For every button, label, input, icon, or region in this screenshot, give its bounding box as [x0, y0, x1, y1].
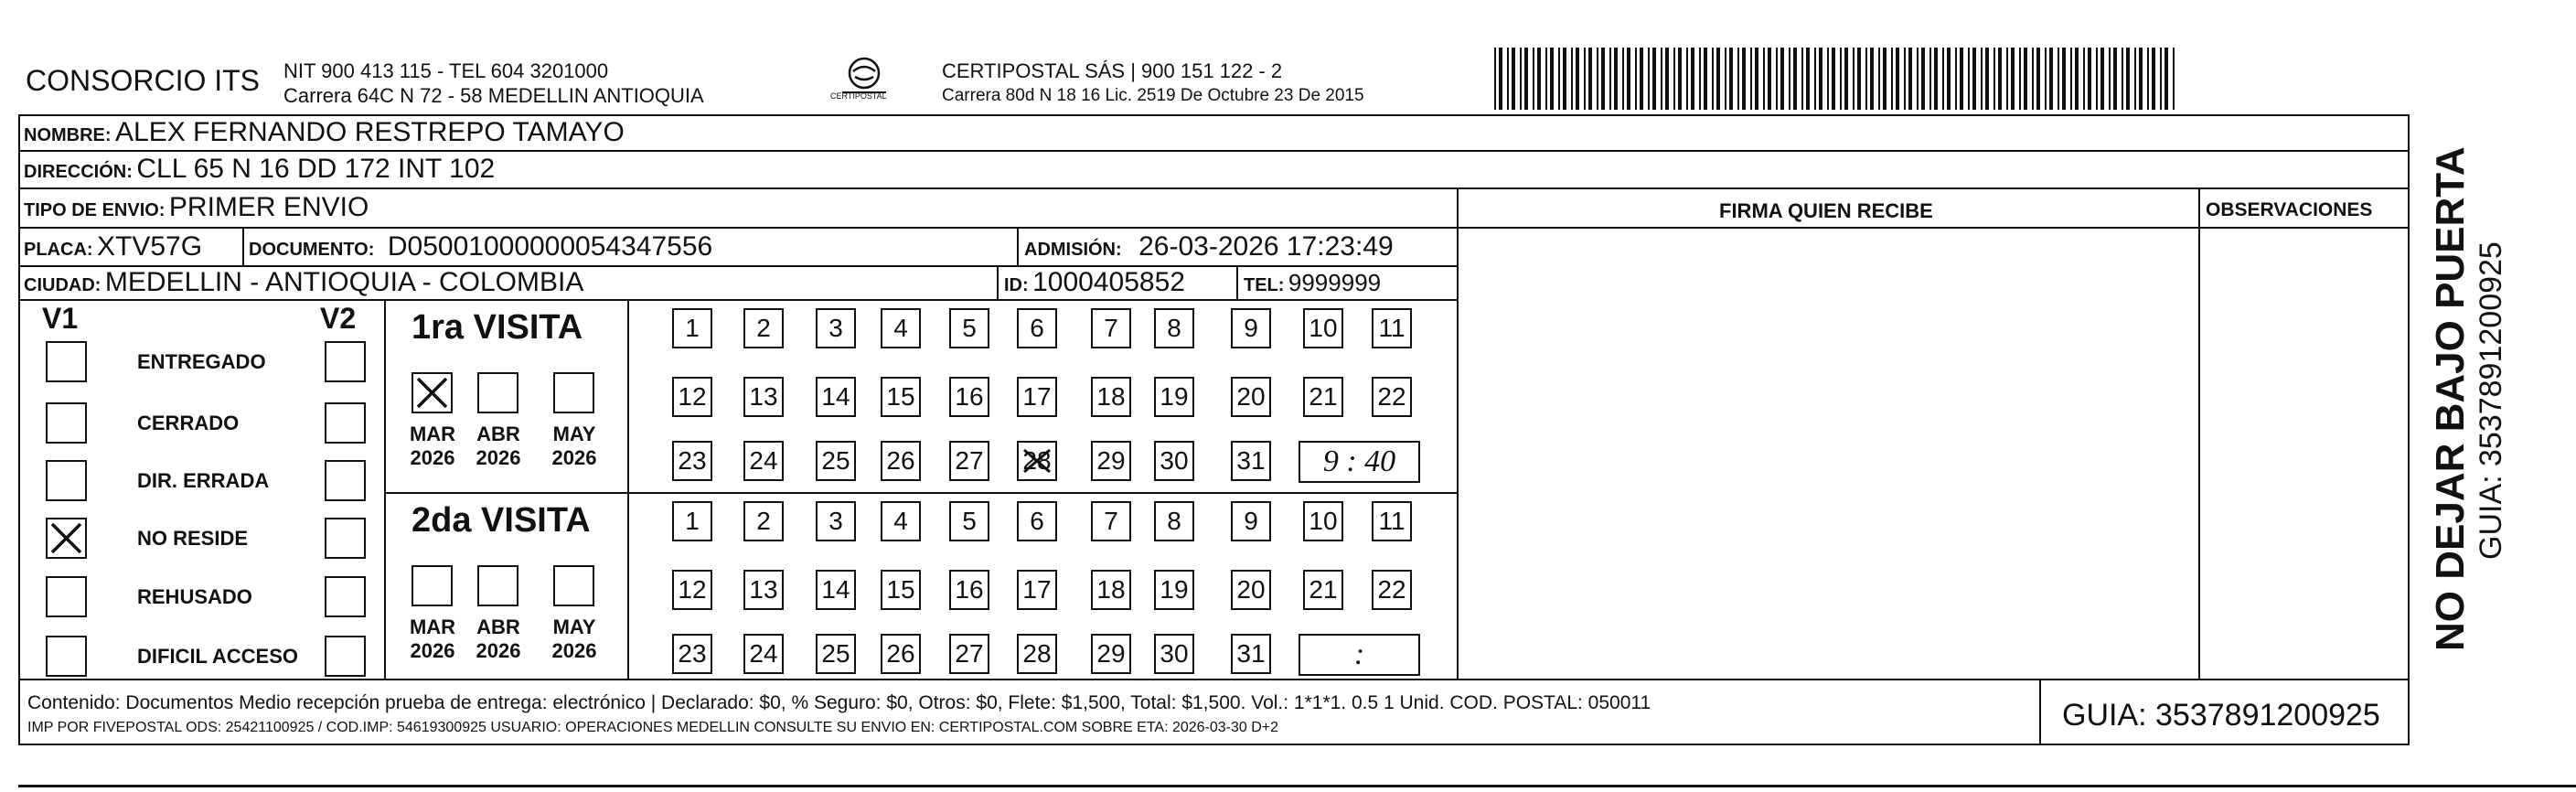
- day-box[interactable]: 8: [1154, 308, 1194, 348]
- day-box[interactable]: 26: [881, 634, 921, 674]
- month-checkbox[interactable]: [412, 372, 453, 413]
- id-label: ID:: [1004, 275, 1029, 295]
- day-box[interactable]: 6: [1017, 308, 1057, 348]
- documento-field: [249, 231, 712, 262]
- company-nit: NIT 900 413 115 - TEL 604 3201000: [283, 59, 609, 82]
- month-label: MAY: [552, 615, 596, 638]
- day-box[interactable]: 28: [1017, 441, 1057, 481]
- day-box[interactable]: 29: [1091, 441, 1131, 481]
- day-box[interactable]: 7: [1091, 501, 1131, 541]
- day-box[interactable]: 12: [672, 570, 712, 610]
- v1-checkbox[interactable]: [46, 636, 87, 677]
- tel-value: 9999999: [1288, 269, 1382, 296]
- tel-field: [1244, 269, 1381, 297]
- day-box[interactable]: 9: [1231, 501, 1271, 541]
- status-option-label: ENTREGADO: [137, 350, 266, 373]
- year-label: 2026: [476, 446, 521, 469]
- day-box[interactable]: 3: [816, 501, 856, 541]
- day-box[interactable]: 13: [743, 377, 784, 417]
- status-option-label: REHUSADO: [137, 585, 252, 608]
- placa-label: PLACA:: [24, 240, 93, 260]
- day-box[interactable]: 30: [1154, 634, 1194, 674]
- day-box[interactable]: 24: [743, 634, 784, 674]
- placa-value: XTV57G: [97, 231, 203, 262]
- admision-field: [1024, 231, 1394, 262]
- day-box[interactable]: 7: [1091, 308, 1131, 348]
- day-box[interactable]: 5: [949, 501, 989, 541]
- admision-value: 26-03-2026 17:23:49: [1138, 231, 1394, 262]
- firma-header: FIRMA QUIEN RECIBE: [1719, 199, 1933, 222]
- month-checkbox[interactable]: [477, 565, 518, 606]
- documento-value: D05001000000054347556: [387, 231, 713, 262]
- side-guia: GUIA: 3537891200925: [2474, 241, 2508, 560]
- day-box[interactable]: 11: [1372, 308, 1412, 348]
- day-box[interactable]: 2: [743, 308, 784, 348]
- year-label: 2026: [410, 446, 455, 469]
- time-box[interactable]: 9 : 40: [1299, 441, 1420, 483]
- day-box[interactable]: 29: [1091, 634, 1131, 674]
- day-box[interactable]: 11: [1372, 501, 1412, 541]
- day-box[interactable]: 3: [816, 308, 856, 348]
- day-box[interactable]: 1: [672, 501, 712, 541]
- day-box[interactable]: 15: [881, 377, 921, 417]
- day-box[interactable]: 25: [816, 634, 856, 674]
- day-box[interactable]: 27: [949, 634, 989, 674]
- day-box[interactable]: 6: [1017, 501, 1057, 541]
- direccion-value: CLL 65 N 16 DD 172 INT 102: [136, 154, 496, 184]
- tel-label: TEL:: [1244, 275, 1285, 295]
- day-box[interactable]: 20: [1231, 377, 1271, 417]
- contenido-line: Contenido: Documentos Medio recepción prueba de entrega: electrónico | Declarado: $0, % Seguro: $0, Otros: $0, Flete: $1,500, Total: $1,500. Vol.: 1*1*1. 0.5 1 Unid. COD. POSTAL: 050011: [27, 692, 1651, 713]
- nombre-field: [24, 117, 625, 148]
- nombre-label: NOMBRE:: [24, 125, 112, 145]
- status-option-label: CERRADO: [137, 412, 240, 434]
- v1-label: V1: [42, 302, 79, 335]
- month-checkbox[interactable]: [553, 565, 594, 606]
- direccion-label: DIRECCIÓN:: [24, 162, 133, 182]
- v1-checkbox[interactable]: [46, 576, 87, 617]
- barcode: [1492, 48, 2178, 112]
- day-box[interactable]: 24: [743, 441, 784, 481]
- year-label: 2026: [476, 639, 521, 662]
- month-label: MAY: [552, 423, 596, 445]
- day-box[interactable]: 21: [1303, 570, 1343, 610]
- day-box[interactable]: 31: [1231, 634, 1271, 674]
- company-address: Carrera 64C N 72 - 58 MEDELLIN ANTIOQUIA: [283, 84, 704, 107]
- tipo-envio-value: PRIMER ENVIO: [168, 192, 369, 222]
- ciudad-label: CIUDAD:: [24, 275, 102, 295]
- day-box[interactable]: 26: [881, 441, 921, 481]
- side-warning: NO DEJAR BAJO PUERTA: [2428, 146, 2473, 651]
- day-box[interactable]: 1: [672, 308, 712, 348]
- month-label: MAR: [409, 615, 456, 638]
- month-checkbox[interactable]: [477, 372, 518, 413]
- visit-title: 1ra VISITA: [412, 308, 583, 347]
- tipo-envio-label: TIPO DE ENVIO:: [24, 200, 166, 220]
- v2-checkbox[interactable]: [325, 341, 366, 382]
- observaciones-header: OBSERVACIONES: [2206, 199, 2373, 220]
- day-box[interactable]: 4: [881, 308, 921, 348]
- license-line: Carrera 80d N 18 16 Lic. 2519 De Octubre 23 De 2015: [942, 86, 1364, 105]
- v2-checkbox[interactable]: [325, 576, 366, 617]
- day-box[interactable]: 27: [949, 441, 989, 481]
- day-box[interactable]: 16: [949, 570, 989, 610]
- day-box[interactable]: 31: [1231, 441, 1271, 481]
- ciudad-value: MEDELLIN - ANTIOQUIA - COLOMBIA: [104, 267, 584, 297]
- placa-field: [24, 231, 202, 262]
- company-name: CONSORCIO ITS: [26, 64, 261, 97]
- status-option-label: NO RESIDE: [137, 527, 249, 550]
- year-label: 2026: [410, 639, 455, 662]
- nombre-value: ALEX FERNANDO RESTREPO TAMAYO: [115, 117, 625, 147]
- id-value: 1000405852: [1032, 267, 1185, 297]
- time-box[interactable]: :: [1299, 634, 1420, 676]
- day-box[interactable]: 14: [816, 570, 856, 610]
- v2-checkbox[interactable]: [325, 518, 366, 559]
- day-box[interactable]: 14: [816, 377, 856, 417]
- day-box[interactable]: 22: [1372, 377, 1412, 417]
- ciudad-field: [24, 267, 583, 298]
- form-frame: [18, 114, 2410, 745]
- day-box[interactable]: 19: [1154, 377, 1194, 417]
- day-box[interactable]: 30: [1154, 441, 1194, 481]
- direccion-field: [24, 154, 495, 185]
- v2-checkbox[interactable]: [325, 460, 366, 501]
- day-box[interactable]: 28: [1017, 634, 1057, 674]
- documento-label: DOCUMENTO:: [249, 240, 375, 260]
- tipo-envio-field: [24, 192, 369, 223]
- day-box[interactable]: 21: [1303, 377, 1343, 417]
- day-box[interactable]: 4: [881, 501, 921, 541]
- day-box[interactable]: 19: [1154, 570, 1194, 610]
- month-checkbox[interactable]: [553, 372, 594, 413]
- status-option-label: DIR. ERRADA: [137, 469, 270, 492]
- bottom-edge: [18, 785, 2576, 787]
- month-checkbox[interactable]: [412, 565, 453, 606]
- day-box[interactable]: 23: [672, 441, 712, 481]
- day-box[interactable]: 10: [1303, 501, 1343, 541]
- day-box[interactable]: 17: [1017, 570, 1057, 610]
- day-box[interactable]: 10: [1303, 308, 1343, 348]
- day-box[interactable]: 25: [816, 441, 856, 481]
- day-box[interactable]: 20: [1231, 570, 1271, 610]
- day-box[interactable]: 2: [743, 501, 784, 541]
- day-box[interactable]: 18: [1091, 377, 1131, 417]
- id-field: [1004, 267, 1185, 298]
- v2-label: V2: [320, 302, 357, 335]
- month-label: ABR: [476, 423, 520, 445]
- day-box[interactable]: 8: [1154, 501, 1194, 541]
- footer-guia: GUIA: 3537891200925: [2062, 698, 2380, 733]
- day-box[interactable]: 5: [949, 308, 989, 348]
- admision-label: ADMISIÓN:: [1024, 240, 1122, 260]
- year-label: 2026: [551, 639, 597, 662]
- v1-checkbox[interactable]: [46, 402, 87, 444]
- v2-checkbox[interactable]: [325, 636, 366, 677]
- month-label: MAR: [409, 423, 456, 445]
- day-box[interactable]: 17: [1017, 377, 1057, 417]
- status-option-label: DIFICIL ACCESO: [137, 645, 299, 668]
- imp-line: IMP POR FIVEPOSTAL ODS: 25421100925 / COD.IMP: 54619300925 USUARIO: OPERACIONES MEDELLIN CONSULTE SU ENVIO EN: CERTIPOSTAL.COM SOBRE ETA: 2026-03-30 D+2: [27, 720, 1279, 735]
- month-label: ABR: [476, 615, 520, 638]
- v1-checkbox[interactable]: [46, 518, 87, 559]
- day-box[interactable]: 12: [672, 377, 712, 417]
- day-box[interactable]: 22: [1372, 570, 1412, 610]
- v1-checkbox[interactable]: [46, 341, 87, 382]
- day-box[interactable]: 9: [1231, 308, 1271, 348]
- carrier-line: CERTIPOSTAL SÁS | 900 151 122 - 2: [942, 59, 1283, 82]
- day-box[interactable]: 23: [672, 634, 712, 674]
- year-label: 2026: [551, 446, 597, 469]
- visit-title: 2da VISITA: [412, 501, 591, 540]
- logo-text: CERTIPOSTAL: [830, 91, 887, 101]
- v2-checkbox[interactable]: [325, 402, 366, 444]
- v1-checkbox[interactable]: [46, 460, 87, 501]
- day-box[interactable]: 16: [949, 377, 989, 417]
- day-box[interactable]: 15: [881, 570, 921, 610]
- day-box[interactable]: 18: [1091, 570, 1131, 610]
- day-box[interactable]: 13: [743, 570, 784, 610]
